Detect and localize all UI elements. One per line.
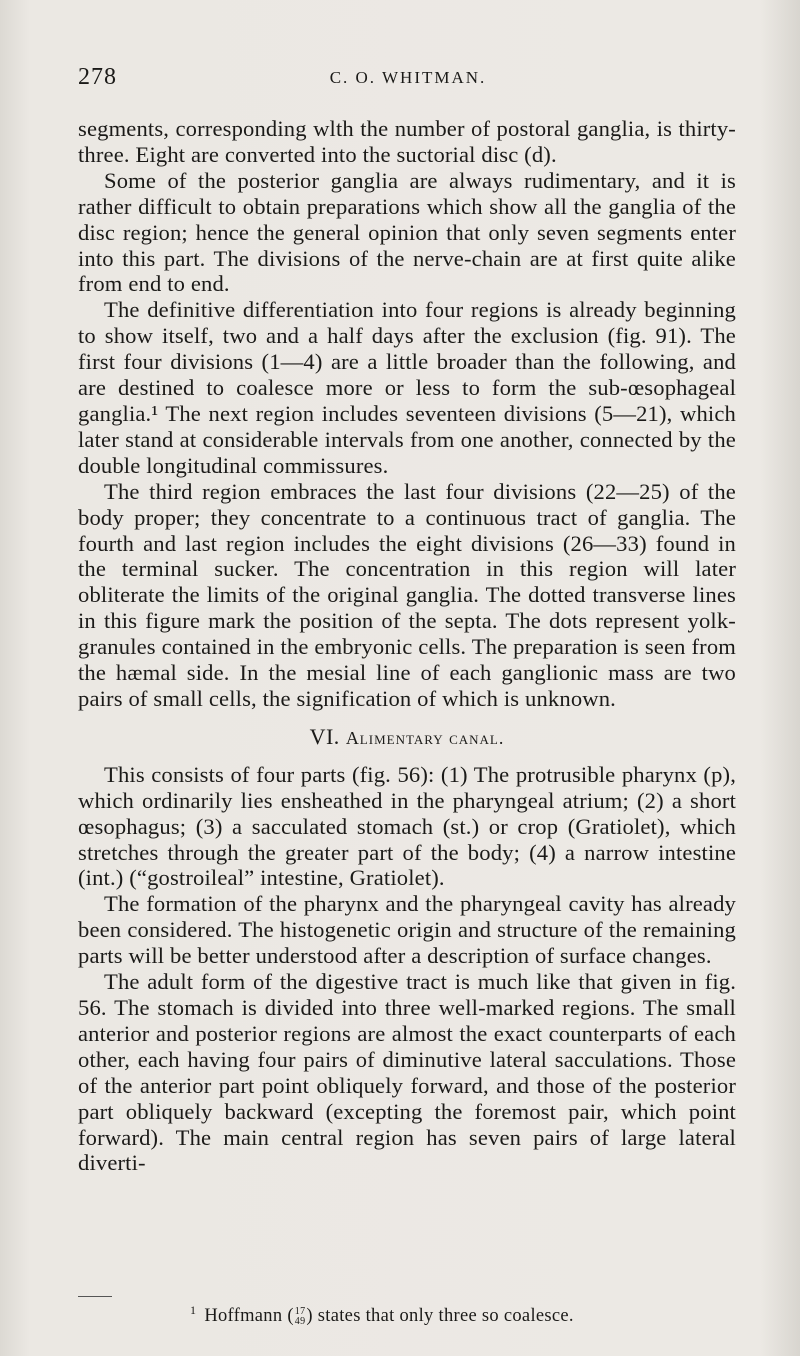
footnote-text-before: Hoffmann ( [204,1306,294,1327]
paragraph-1: segments, corresponding wlth the number of postoral ganglia, is thirty-three. Eight are converted into the suctorial disc (d). [78,116,736,167]
section-title: Alimentary canal. [345,727,505,748]
footnote-rule [78,1296,112,1297]
page-header [78,64,738,94]
footnote-text-after: ) states that only three so coalesce. [306,1306,574,1327]
paragraph-3: The definitive differentiation into four regions is already beginning to show itself, two and a half days after the exclusion (fig. 91). The first four divisions (1—4) are a little broader than the following, and are destined to coalesce more or less to form the sub-œsophageal ganglia.¹ The next region includes seventeen divisions (5—21), which later stand at considerable intervals from one another, connected by the double longitudinal commissures. [78,297,736,478]
body-text [78,116,736,1176]
section-paragraph-2: The formation of the pharynx and the pharyngeal cavity has already been considered. The histogenetic origin and structure of the remaining parts will be better understood after a description of surface changes. [78,891,736,969]
footnote-mark: 1 [190,1303,197,1317]
section-paragraph-1: This consists of four parts (fig. 56): (1) The protrusible pharynx (p), which ordinarily lies ensheathed in the pharyngeal atrium; (2) a short œsophagus; (3) a sacculated stomach (st.) or crop (Gratiolet), which stretches through the greater part of the body; (4) a narrow intestine (int.) (“gostroileal” intestine, Gratiolet). [78,761,736,891]
section-heading [78,724,736,750]
paragraph-2: Some of the posterior ganglia are always rudimentary, and it is rather difficult to obtain preparations which show all the ganglia of the disc region; hence the general opinion that only seven segments enter into this part. The divisions of the nerve-chain are at first quite alike from end to end. [78,167,736,297]
section-paragraph-3: The adult form of the digestive tract is much like that given in fig. 56. The stomach is divided into three well-marked regions. The small anterior and posterior regions are almost the exact counterparts of each other, each having four pairs of diminutive lateral sacculations. Those of the anterior part point obliquely forward, and those of the posterior part obliquely backward (excepting the foremost pair, which point forward). The main central region has seven pairs of large lateral diverti- [78,969,736,1176]
fraction-denominator: 49 [294,1315,306,1327]
paragraph-4: The third region embraces the last four divisions (22—25) of the body proper; they concentrate to a continuous tract of ganglia. The fourth and last region includes the eight divisions (26—33) found in the terminal sucker. The concentration in this region will later obliterate the limits of the original ganglia. The dotted transverse lines in this figure mark the position of the septa. The dots represent yolk-granules contained in the embryonic cells. The preparation is seen from the hæmal side. In the mesial line of each ganglionic mass are two pairs of small cells, the signification of which is unknown. [78,478,736,711]
fraction-numerator: 17 [294,1305,306,1317]
running-head: C. O. WHITMAN. [329,68,487,87]
footnote-fraction [295,1307,306,1327]
page-number: 278 [78,64,117,90]
section-number: VI. [309,723,340,749]
footnote [190,1303,574,1327]
